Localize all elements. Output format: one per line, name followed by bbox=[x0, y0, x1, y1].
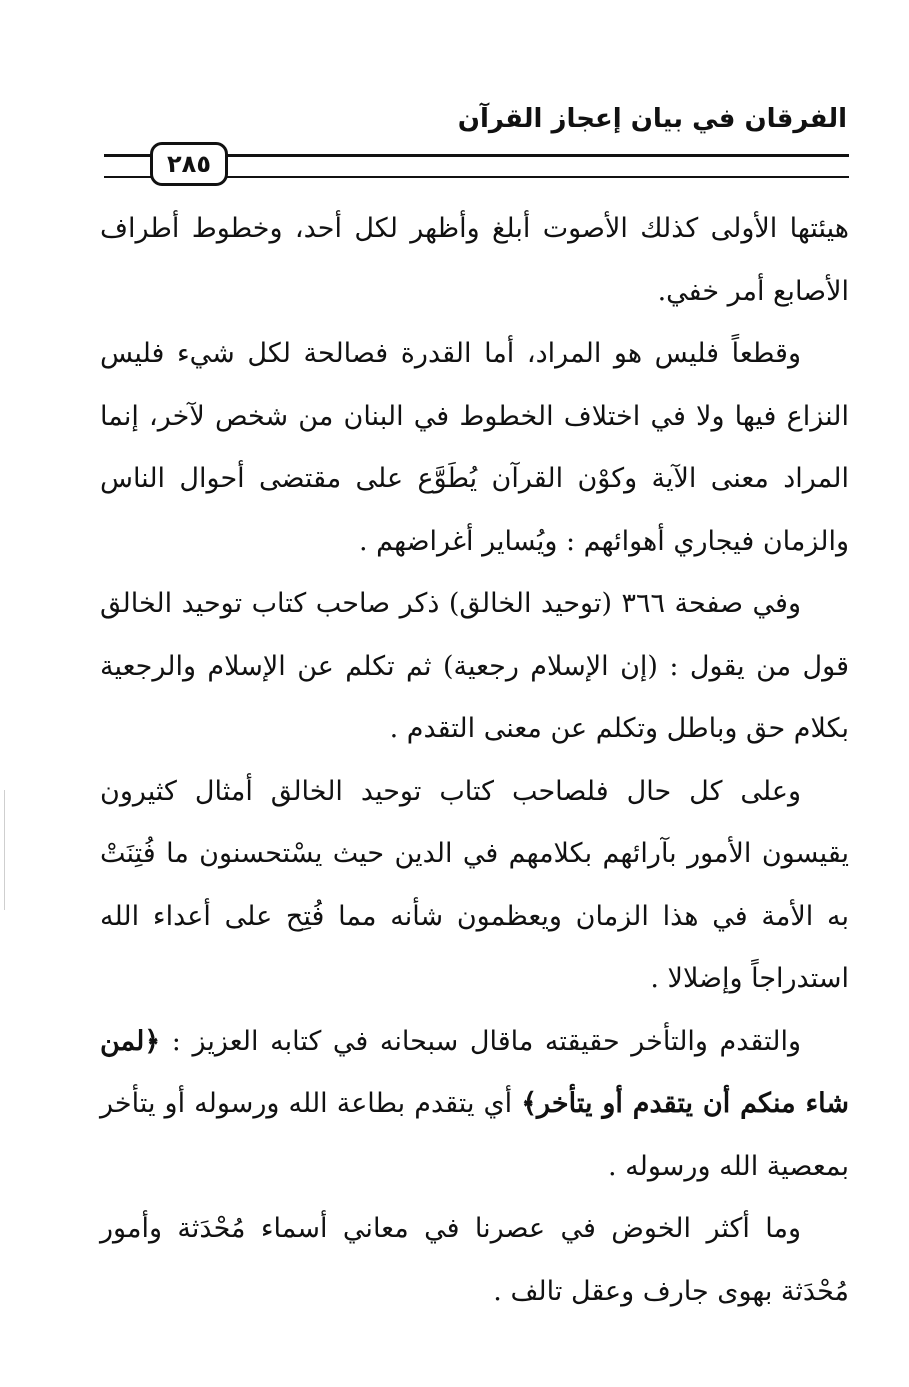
running-title: الفرقان في بيان إعجاز القرآن bbox=[457, 104, 847, 134]
paragraph-5 bbox=[100, 1011, 849, 1199]
page-number: ٢٨٥ bbox=[150, 142, 228, 186]
paragraph-4: وعلى كل حال فلصاحب كتاب توحيد الخالق أمثال كثيرون يقيسون الأمور بآرائهم بكلامهم في الدين حيث يسْتحسنون ما فُتِنَتْ به الأمة في هذا الزمان ويعظمون شأنه مما فُتِح على أعداء الله استدراجاً وإضلالا . bbox=[100, 775, 849, 994]
paragraph-1: هيئتها الأولى كذلك الأصوت أبلغ وأظهر لكل أحد، وخطوط أطراف الأصابع أمر خفي. bbox=[100, 213, 849, 307]
paragraph-2: وقطعاً فليس هو المراد، أما القدرة فصالحة لكل شيء فليس النزاع فيها ولا في اختلاف الخطوط في البنان من شخص لآخر، إنما المراد معنى الآية وكوْن القرآن يُطَوَّع على مقتضى أحوال الناس والزمان فيجاري أهوائهم : ويُساير أغراضهم . bbox=[100, 338, 849, 557]
paragraph-6: وما أكثر الخوض في عصرنا في معاني أسماء مُحْدَثة وأمور مُحْدَثة بهوى جارف وعقل تالف . bbox=[100, 1213, 849, 1307]
paragraph-5-explanation: أي يتقدم بطاعة الله ورسوله أو يتأخر بمعصية الله ورسوله . bbox=[100, 1088, 849, 1182]
quran-verse: ﴿لمن شاء منكم أن يتقدم أو يتأخر﴾ bbox=[100, 1025, 849, 1119]
paragraph-3: وفي صفحة ٣٦٦ (توحيد الخالق) ذكر صاحب كتاب توحيد الخالق قول من يقول : (إن الإسلام رجعية) ثم تكلم عن الإسلام والرجعية بكلام حق وباطل وتكلم عن معنى التقدم . bbox=[100, 588, 849, 744]
margin-scan-mark bbox=[4, 790, 5, 910]
paragraph-5-intro: والتقدم والتأخر حقيقته ماقال سبحانه في كتابه العزيز : bbox=[160, 1025, 801, 1057]
body-text bbox=[100, 198, 849, 1323]
